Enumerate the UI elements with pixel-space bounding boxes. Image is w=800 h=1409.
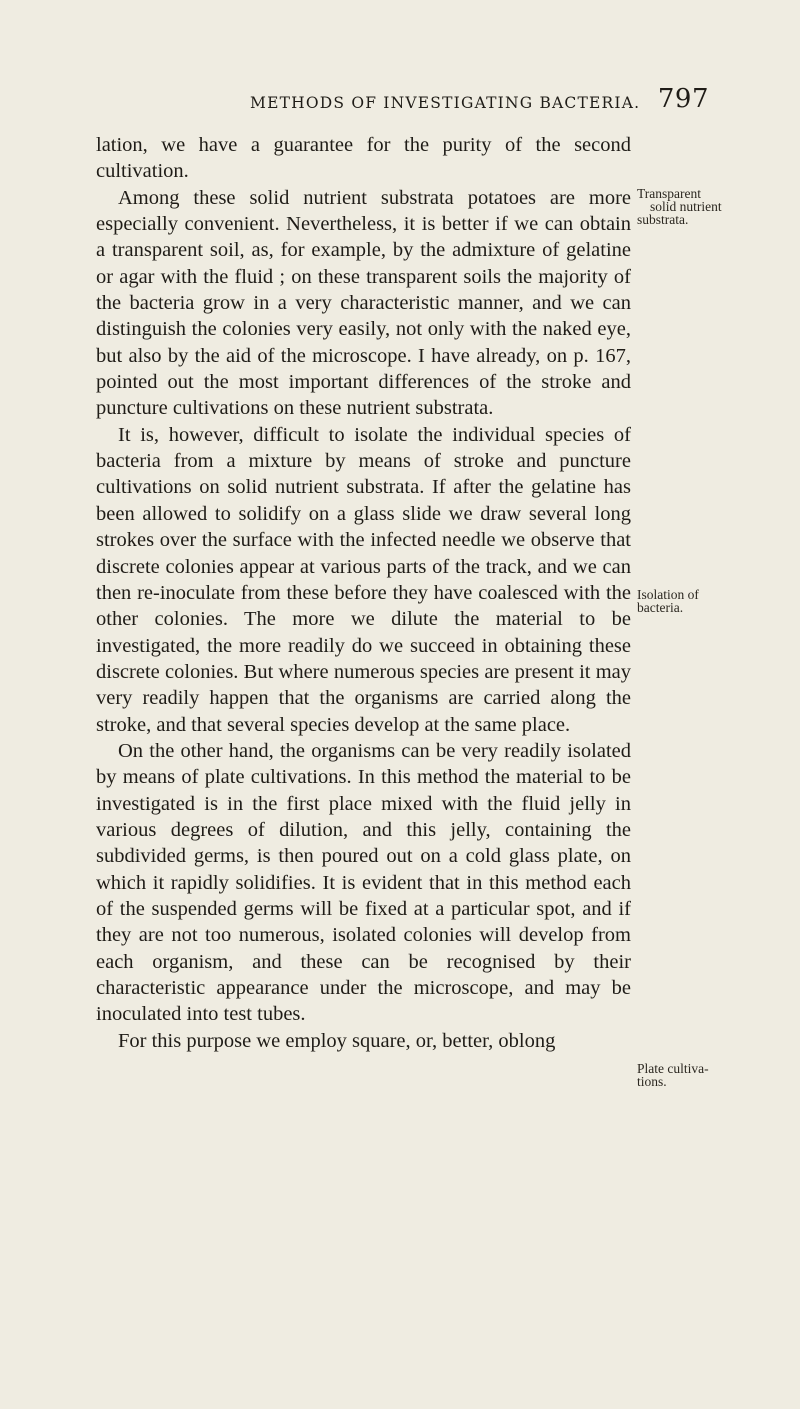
sidenote-line: Plate cultiva-	[637, 1061, 709, 1076]
sidenote-transparent-substrata	[637, 187, 722, 226]
paragraph-continuation: lation, we have a guarantee for the purity of the second cultivation.	[96, 134, 631, 183]
body-text	[96, 132, 631, 1054]
sidenote-line: Isolation of	[637, 587, 699, 602]
paragraph-final: For this purpose we employ square, or, better, oblong	[118, 1029, 556, 1052]
paragraph-solid-substrata: Among these solid nutrient substrata potatoes are more especially convenient. Nevertheless, it is better if we can obtain a transparent soil, as, for example, by the admixture of gelatine or agar with the fluid ; on these transparent soils the majority of the bacteria grow in a very characteristic manner, and we can distinguish the colonies very easily, not only with the naked eye, but also by the aid of the microscope. I have already, on p. 167, pointed out the most important differences of the stroke and puncture cultivations on these nutrient substrata.	[96, 186, 631, 420]
sidenote-line: substrata.	[637, 212, 689, 227]
sidenote-isolation	[637, 588, 699, 614]
running-title: METHODS OF INVESTIGATING BACTERIA.	[250, 94, 641, 112]
sidenote-line: solid nutrient	[650, 199, 722, 214]
page-number: 797	[657, 84, 709, 114]
sidenote-line: bacteria.	[637, 600, 684, 615]
running-head	[250, 84, 710, 120]
sidenote-line: tions.	[637, 1074, 667, 1089]
paragraph-isolation: It is, however, difficult to isolate the individual species of bacteria from a mixture by means of stroke and puncture cultivations on solid nutrient substrata. If after the gelatine has been allowed to solidify on a glass slide we draw several long strokes over the surface with the infected needle we observe that discrete colonies appear at various parts of the track, and we can then re-inoculate from these before they have coalesced with the other colonies. The more we dilute the material to be investigated, the more readily do we succeed in obtaining these discrete colonies. But where numerous species are present it may very readily happen that the organisms are carried along the stroke, and that several species develop at the same place.	[96, 423, 631, 736]
sidenote-line: Transparent	[637, 186, 701, 201]
sidenote-plate-cultivations	[637, 1062, 709, 1088]
paragraph-plate-cultivations: On the other hand, the organisms can be very readily isolated by means of plate cultivations. In this method the material to be investigated is in the first place mixed with the fluid jelly in various degrees of dilution, and this jelly, containing the subdivided germs, is then poured out on a cold glass plate, on which it rapidly solidifies. It is evident that in this method each of the suspended germs will be fixed at a particular spot, and if they are not too numerous, isolated colonies will develop from each organism, and these can be recognised by their characteristic appearance under the microscope, and may be inoculated into test tubes.	[96, 739, 631, 1026]
